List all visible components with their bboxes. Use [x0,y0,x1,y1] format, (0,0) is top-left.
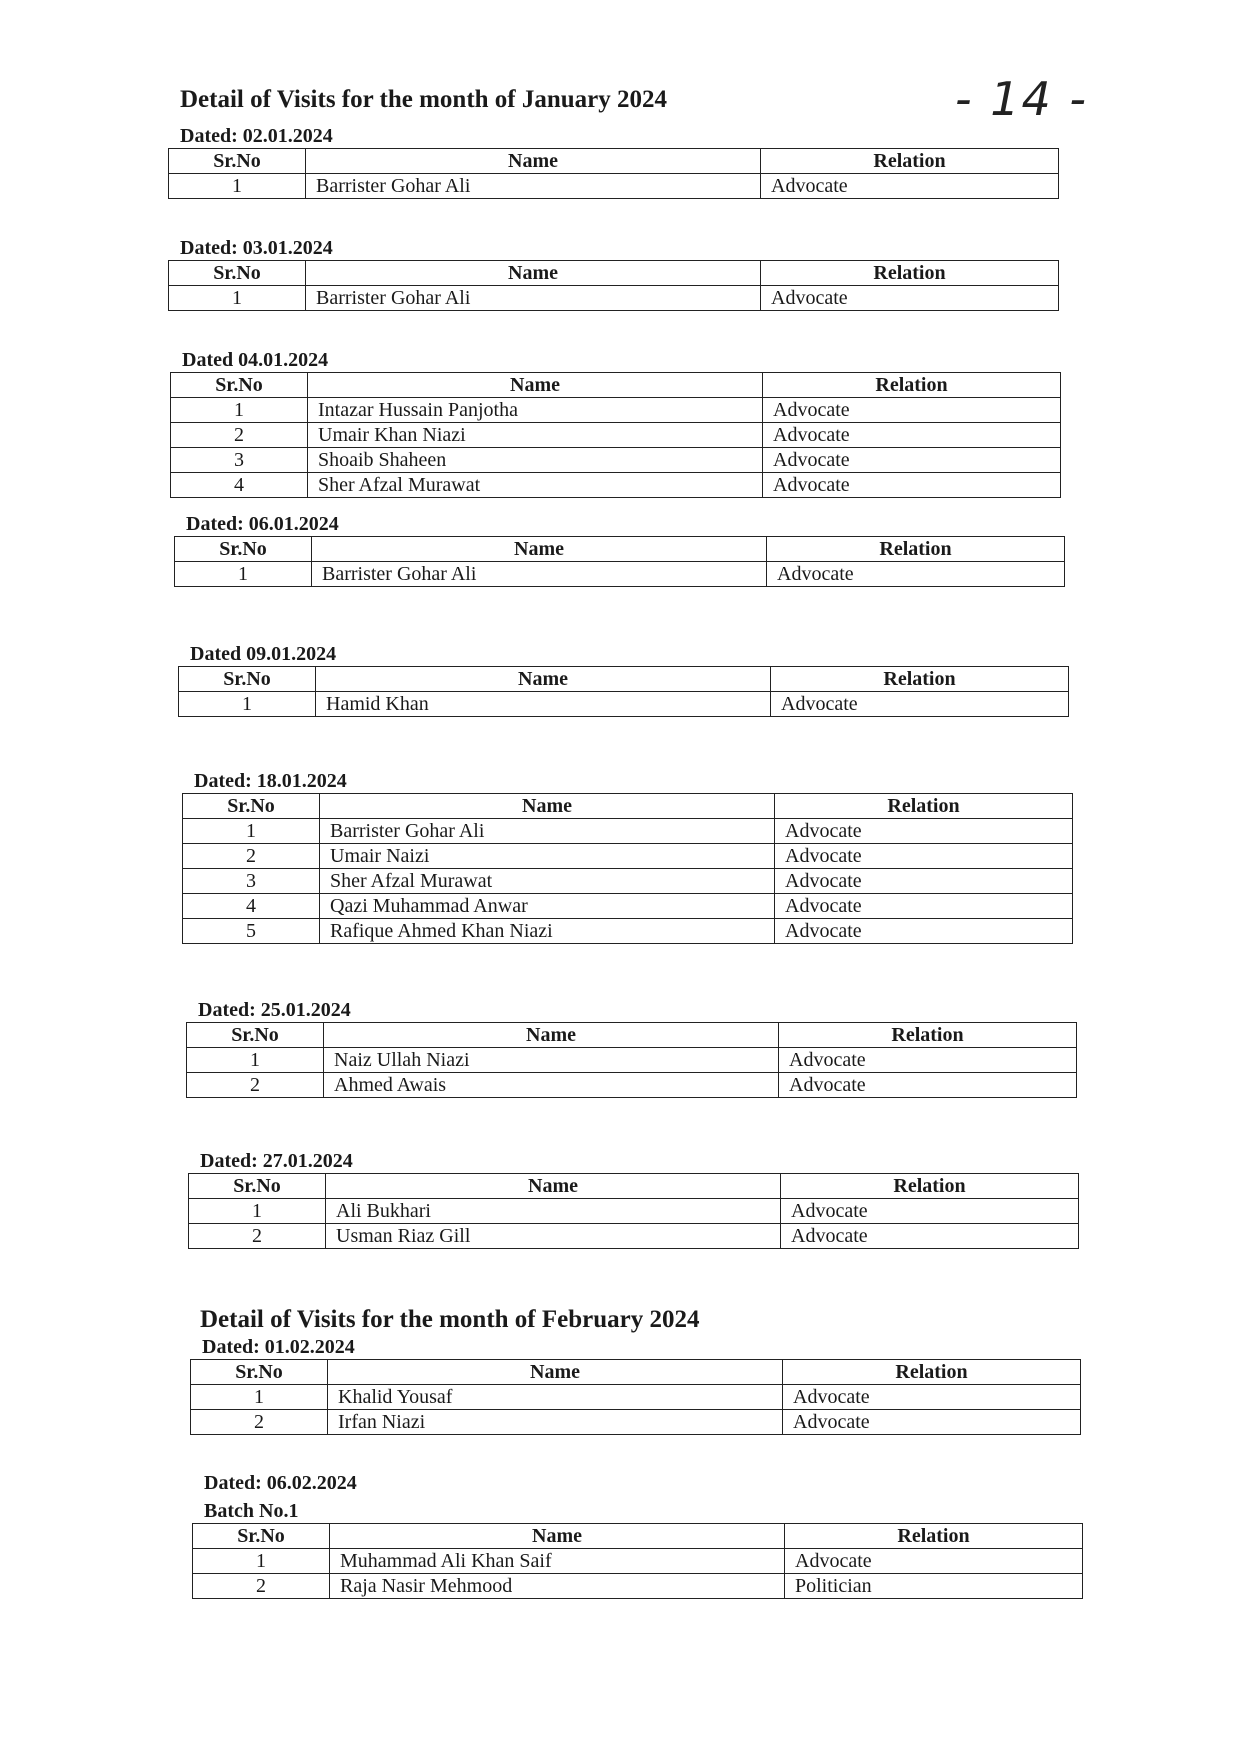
cell-sr: 3 [171,448,308,473]
cell-relation: Advocate [763,448,1061,473]
cell-relation: Advocate [763,473,1061,498]
table-row [191,1385,1081,1410]
cell-name: Sher Afzal Murawat [308,473,763,498]
cell-sr: 1 [171,398,308,423]
month-title-january: Detail of Visits for the month of January 2024 [180,86,668,113]
batch-label: Batch No.1 [204,1500,299,1522]
table-header-row [193,1524,1083,1549]
table-row [187,1073,1077,1098]
cell-sr: 1 [175,562,312,587]
cell-relation: Advocate [783,1385,1081,1410]
cell-sr: 2 [183,844,320,869]
table-header-row [187,1023,1077,1048]
column-header-relation: Relation [783,1360,1081,1385]
table-row [183,869,1073,894]
cell-name: Ali Bukhari [326,1199,781,1224]
cell-sr: 2 [193,1574,330,1599]
column-header-relation: Relation [763,373,1061,398]
column-header-relation: Relation [779,1023,1077,1048]
visit-date-label: Dated: 25.01.2024 [198,999,351,1021]
column-header-name: Name [306,261,761,286]
cell-relation: Advocate [761,286,1059,311]
cell-relation: Politician [785,1574,1083,1599]
visits-table [178,666,1069,717]
column-header-sr: Sr.No [187,1023,324,1048]
cell-sr: 1 [169,174,306,199]
cell-relation: Advocate [785,1549,1083,1574]
cell-sr: 1 [183,819,320,844]
cell-relation: Advocate [771,692,1069,717]
cell-sr: 3 [183,869,320,894]
cell-name: Hamid Khan [316,692,771,717]
table-header-row [189,1174,1079,1199]
visit-date-label: Dated: 18.01.2024 [194,770,347,792]
cell-relation: Advocate [775,894,1073,919]
cell-relation: Advocate [775,844,1073,869]
visits-table [168,148,1059,199]
table-header-row [169,149,1059,174]
month-title-february: Detail of Visits for the month of February 2024 [200,1306,700,1333]
visit-date-label: Dated: 02.01.2024 [180,125,333,147]
table-row [189,1224,1079,1249]
cell-sr: 2 [187,1073,324,1098]
cell-name: Umair Naizi [320,844,775,869]
table-header-row [191,1360,1081,1385]
visits-table [174,536,1065,587]
column-header-name: Name [312,537,767,562]
cell-name: Rafique Ahmed Khan Niazi [320,919,775,944]
cell-name: Raja Nasir Mehmood [330,1574,785,1599]
table-row [179,692,1069,717]
column-header-relation: Relation [785,1524,1083,1549]
table-row [191,1410,1081,1435]
visits-table [192,1523,1083,1599]
visits-table [182,793,1073,944]
column-header-sr: Sr.No [171,373,308,398]
cell-name: Intazar Hussain Panjotha [308,398,763,423]
column-header-name: Name [316,667,771,692]
table-row [189,1199,1079,1224]
cell-sr: 1 [191,1385,328,1410]
column-header-name: Name [330,1524,785,1549]
column-header-sr: Sr.No [193,1524,330,1549]
table-row [171,423,1061,448]
visit-date-label: Dated: 03.01.2024 [180,237,333,259]
table-row [175,562,1065,587]
cell-relation: Advocate [775,869,1073,894]
table-header-row [179,667,1069,692]
table-row [187,1048,1077,1073]
visits-table [168,260,1059,311]
table-row [171,398,1061,423]
column-header-name: Name [308,373,763,398]
cell-name: Barrister Gohar Ali [320,819,775,844]
cell-relation: Advocate [783,1410,1081,1435]
column-header-sr: Sr.No [183,794,320,819]
cell-sr: 1 [193,1549,330,1574]
table-row [183,819,1073,844]
cell-sr: 2 [191,1410,328,1435]
cell-sr: 1 [169,286,306,311]
visit-date-label: Dated 09.01.2024 [190,643,337,665]
cell-relation: Advocate [779,1048,1077,1073]
table-row [171,473,1061,498]
column-header-relation: Relation [781,1174,1079,1199]
cell-relation: Advocate [781,1199,1079,1224]
cell-name: Sher Afzal Murawat [320,869,775,894]
cell-relation: Advocate [775,919,1073,944]
cell-name: Naiz Ullah Niazi [324,1048,779,1073]
visit-date-label: Dated: 06.01.2024 [186,513,339,535]
cell-sr: 4 [171,473,308,498]
column-header-relation: Relation [767,537,1065,562]
visit-date-label: Dated: 27.01.2024 [200,1150,353,1172]
cell-relation: Advocate [767,562,1065,587]
table-row [169,174,1059,199]
visits-table [190,1359,1081,1435]
cell-name: Barrister Gohar Ali [306,286,761,311]
cell-name: Umair Khan Niazi [308,423,763,448]
cell-relation: Advocate [761,174,1059,199]
table-header-row [175,537,1065,562]
cell-relation: Advocate [779,1073,1077,1098]
table-header-row [169,261,1059,286]
visit-date-label: Dated: 06.02.2024 [204,1472,357,1494]
cell-relation: Advocate [775,819,1073,844]
column-header-sr: Sr.No [169,149,306,174]
cell-relation: Advocate [781,1224,1079,1249]
cell-name: Shoaib Shaheen [308,448,763,473]
table-row [193,1549,1083,1574]
column-header-sr: Sr.No [191,1360,328,1385]
cell-sr: 1 [189,1199,326,1224]
cell-name: Usman Riaz Gill [326,1224,781,1249]
column-header-sr: Sr.No [189,1174,326,1199]
column-header-sr: Sr.No [179,667,316,692]
table-header-row [183,794,1073,819]
cell-name: Muhammad Ali Khan Saif [330,1549,785,1574]
column-header-name: Name [328,1360,783,1385]
column-header-name: Name [306,149,761,174]
table-row [183,919,1073,944]
cell-relation: Advocate [763,398,1061,423]
visit-date-label: Dated: 01.02.2024 [202,1336,355,1358]
visits-table [188,1173,1079,1249]
cell-name: Barrister Gohar Ali [312,562,767,587]
table-header-row [171,373,1061,398]
column-header-relation: Relation [761,261,1059,286]
table-row [183,844,1073,869]
cell-name: Irfan Niazi [328,1410,783,1435]
column-header-sr: Sr.No [169,261,306,286]
column-header-name: Name [326,1174,781,1199]
cell-relation: Advocate [763,423,1061,448]
visits-table [186,1022,1077,1098]
cell-sr: 4 [183,894,320,919]
page-number: - 14 - [955,72,1088,126]
visits-table [170,372,1061,498]
visit-date-label: Dated 04.01.2024 [182,349,329,371]
cell-sr: 1 [179,692,316,717]
column-header-relation: Relation [775,794,1073,819]
column-header-sr: Sr.No [175,537,312,562]
column-header-name: Name [324,1023,779,1048]
table-row [169,286,1059,311]
column-header-relation: Relation [771,667,1069,692]
column-header-name: Name [320,794,775,819]
cell-name: Barrister Gohar Ali [306,174,761,199]
table-row [171,448,1061,473]
cell-sr: 2 [171,423,308,448]
cell-sr: 1 [187,1048,324,1073]
cell-name: Khalid Yousaf [328,1385,783,1410]
cell-name: Ahmed Awais [324,1073,779,1098]
table-row [193,1574,1083,1599]
cell-sr: 5 [183,919,320,944]
table-row [183,894,1073,919]
column-header-relation: Relation [761,149,1059,174]
cell-name: Qazi Muhammad Anwar [320,894,775,919]
cell-sr: 2 [189,1224,326,1249]
